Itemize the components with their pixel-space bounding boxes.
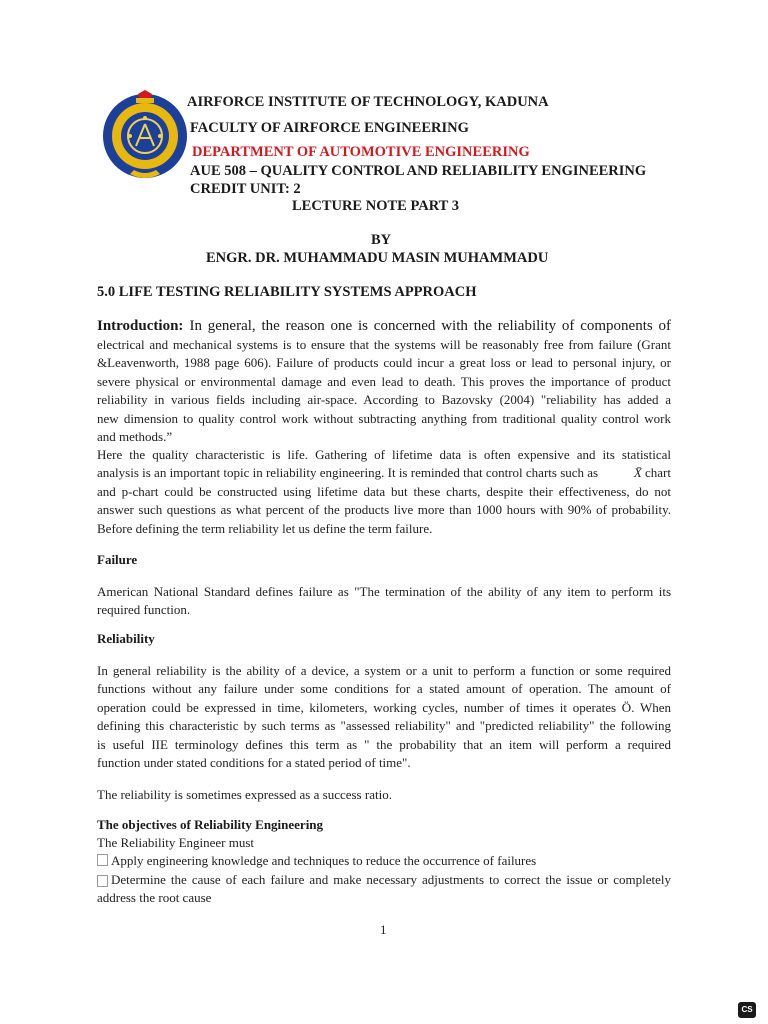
intro-paragraph	[97, 336, 671, 446]
text-line: &Leavenworth, 1988 page 606). Failure of products could incur a great loss or lead to personal injury, or	[97, 355, 671, 371]
text-line: answer such questions as what percent of the products live more than 1000 hours with 90% of probability.	[97, 502, 671, 518]
text-line: function under stated conditions for a stated period of time".	[97, 755, 411, 771]
by-label: BY	[371, 232, 392, 248]
objectives-heading: The objectives of Reliability Engineering	[97, 817, 324, 832]
objectives-intro: The Reliability Engineer must	[97, 835, 255, 850]
text-line: new dimension to quality control work without subtracting anything from traditional quality control work	[97, 410, 671, 426]
text-line: Before defining the term reliability let us define the term failure.	[97, 520, 433, 536]
text-line: reliability in various fields including air-space. According to Bazovsky (2004) "reliability has added a	[97, 392, 671, 408]
failure-paragraph	[97, 583, 671, 620]
watermark-text: CS	[741, 1005, 753, 1014]
failure-heading: Failure	[97, 552, 138, 567]
department-name: DEPARTMENT OF AUTOMOTIVE ENGINEERING	[192, 144, 530, 160]
xbar-line	[97, 464, 671, 482]
xbar-symbol: X̄	[633, 465, 642, 481]
intro-label: Introduction:	[97, 318, 184, 334]
list-item	[97, 852, 671, 870]
success-ratio-text: The reliability is sometimes expressed as a success ratio.	[97, 787, 392, 802]
intro-first-line	[97, 316, 671, 336]
institute-name: AIRFORCE INSTITUTE OF TECHNOLOGY, KADUNA	[187, 94, 549, 110]
institute-logo	[100, 88, 190, 180]
author-name: ENGR. DR. MUHAMMADU MASIN MUHAMMADU	[206, 250, 549, 266]
camscanner-badge	[738, 1002, 756, 1018]
text-line: Here the quality characteristic is life. Gathering of lifetime data is often expensive and its statistical	[97, 447, 671, 462]
text-line: and p-chart could be constructed using lifetime data but these charts, despite their effectiveness, do not	[97, 483, 671, 499]
reliability-heading: Reliability	[97, 631, 155, 646]
page-number: 1	[380, 922, 387, 937]
reliability-paragraph	[97, 662, 671, 772]
text-line: electrical and mechanical systems is to ensure that the systems will be reasonably free from failure (Grant	[97, 337, 671, 352]
lecture-note: LECTURE NOTE PART 3	[292, 198, 459, 214]
bullet-box-icon	[97, 854, 108, 866]
text-line: operation could be expressed in time, kilometers, working cycles, number of times it operates Ö. When	[97, 699, 671, 715]
text-line: severe physical or environmental damage and even lead to death. This proves the importance of product	[97, 373, 671, 389]
course-title: AUE 508 – QUALITY CONTROL AND RELIABILITY ENGINEERING	[190, 163, 647, 179]
objectives-list	[97, 834, 671, 908]
text-line: functions without any failure under some conditions for a stated amount of operation. The amount of	[97, 681, 671, 697]
quality-paragraph	[97, 446, 671, 538]
faculty-name: FACULTY OF AIRFORCE ENGINEERING	[190, 120, 469, 136]
credit-unit: CREDIT UNIT: 2	[190, 181, 301, 197]
text-line: analysis is an important topic in reliability engineering. It is reminded that control charts such as	[97, 465, 599, 481]
xbar-chart-label	[634, 464, 671, 482]
bullet-box-icon	[97, 875, 108, 887]
text-line: required function.	[97, 602, 191, 618]
list-item-text: Apply engineering knowledge and techniques to reduce the occurrence of failures	[111, 853, 537, 869]
intro-first-text: In general, the reason one is concerned with the reliability of components of	[189, 318, 672, 334]
text-line: American National Standard defines failure as "The termination of the ability of any item to perform its	[97, 584, 671, 599]
xbar-chart-word: chart	[645, 465, 671, 481]
section-title: 5.0 LIFE TESTING RELIABILITY SYSTEMS APPROACH	[97, 284, 477, 300]
list-item-text: Determine the cause of each failure and make necessary adjustments to correct the issue or completely	[111, 871, 671, 887]
text-line: In general reliability is the ability of a device, a system or a unit to perform a function or some required	[97, 663, 671, 678]
text-line: and methods.”	[97, 429, 173, 445]
text-line: defining this characteristic by such terms as "assessed reliability" and "predicted reliability" the following	[97, 718, 671, 734]
list-item-continuation: address the root cause	[97, 890, 212, 906]
list-item	[97, 871, 671, 889]
text-line: is useful IIE terminology defines this term as " the probability that an item will perform a required	[97, 736, 671, 752]
